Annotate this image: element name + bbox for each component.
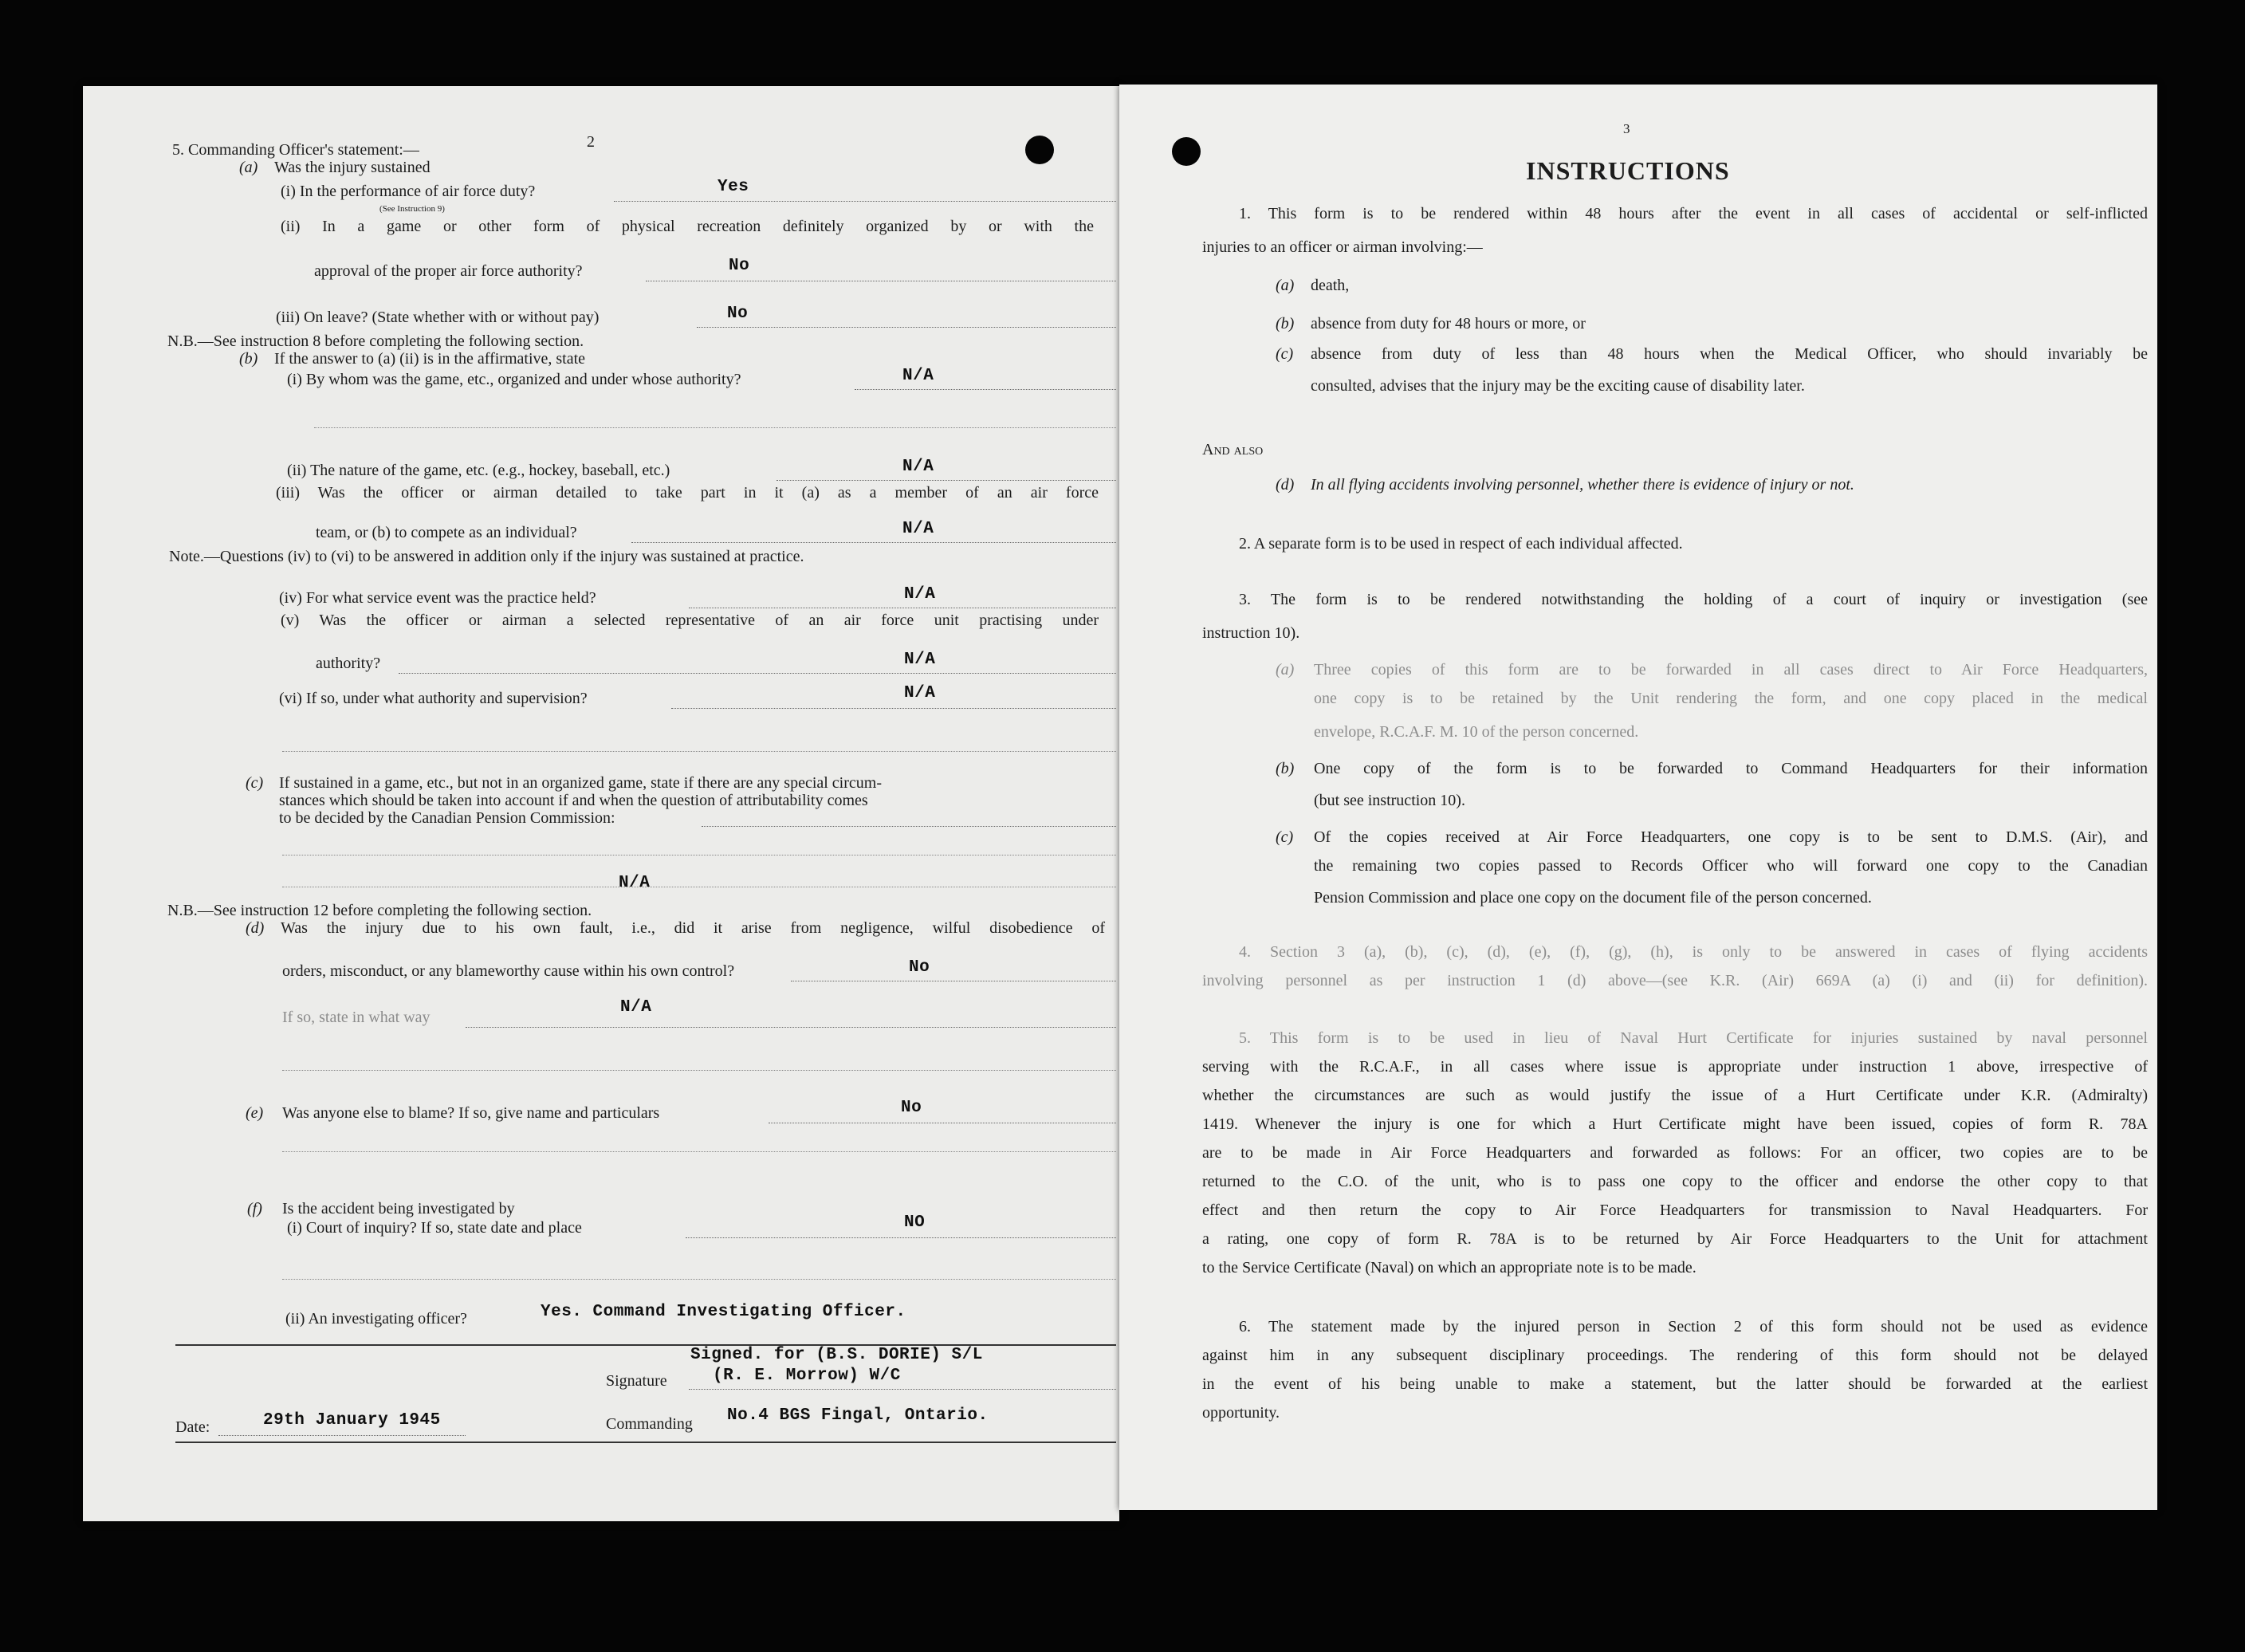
- answer-a-iii: No: [727, 305, 749, 323]
- instruction-1-line1: 1. This form is to be rendered within 48 hours after the event in all cases of accidental or self-inflicted: [1239, 205, 2148, 222]
- item-label-b: (b): [239, 350, 258, 368]
- item-label-a: (a): [1276, 661, 1295, 678]
- signed-line2: (R. E. Morrow) W/C: [713, 1367, 901, 1385]
- instruction-3-a-line3: envelope, R.C.A.F. M. 10 of the person concerned.: [1314, 723, 1639, 741]
- item-c-line3: to be decided by the Canadian Pension Commission:: [279, 809, 615, 827]
- question-a-i-note: (See Instruction 9): [379, 204, 445, 214]
- punch-hole: [1172, 137, 1201, 166]
- answer-line: [686, 1237, 1116, 1238]
- date-label: Date:: [175, 1418, 210, 1436]
- answer-f-i: NO: [904, 1213, 926, 1232]
- instruction-5-line1: 5. This form is to be used in lieu of Naval Hurt Certificate for injuries sustained by naval personnel: [1239, 1029, 2148, 1047]
- question-b-i: (i) By whom was the game, etc., organized and under whose authority?: [287, 371, 741, 388]
- instruction-5-line3: whether the circumstances are such as would justify the issue of a Hurt Certificate under K.R. (Admiralty): [1202, 1087, 2148, 1104]
- item-d-line3: If so, state in what way: [282, 1009, 431, 1026]
- instruction-1-a: death,: [1311, 277, 1350, 294]
- instruction-3-line1: 3. The form is to be rendered notwithstanding the holding of a court of inquiry or investigation (see: [1239, 591, 2148, 608]
- answer-b-v: N/A: [904, 651, 936, 669]
- answer-line: [631, 542, 1116, 543]
- instruction-6-line3: in the event of his being unable to make a statement, but the latter should be forwarded at the earliest: [1202, 1375, 2148, 1393]
- note-practice: Note.—Questions (iv) to (vi) to be answered in addition only if the injury was sustained at practice.: [169, 548, 804, 565]
- punch-hole: [1025, 136, 1054, 164]
- question-a-ii-line2: approval of the proper air force authority?: [314, 262, 583, 280]
- instruction-6-line2: against him in any subsequent disciplinary proceedings. The rendering of this form should not be delayed: [1202, 1347, 2148, 1364]
- signed-line1: Signed. for (B.S. DORIE) S/L: [690, 1346, 983, 1364]
- answer-a-ii: No: [729, 257, 750, 275]
- answer-line: [399, 673, 1116, 674]
- item-label-c: (c): [1276, 345, 1294, 363]
- page-number: 3: [1623, 121, 1630, 136]
- instruction-4-line2: involving personnel as per instruction 1 (d) above—(see K.R. (Air) 669A (a) (i) and (ii) for definition).: [1202, 972, 2148, 989]
- section-5-title: 5. Commanding Officer's statement:—: [172, 141, 419, 159]
- blank-line: [282, 1070, 1116, 1071]
- item-label-b: (b): [1276, 315, 1295, 332]
- question-b-ii: (ii) The nature of the game, etc. (e.g., hockey, baseball, etc.): [287, 462, 670, 479]
- item-c-line1: If sustained in a game, etc., but not in an organized game, state if there are any special circum-: [279, 774, 882, 792]
- signature-label: Signature: [606, 1372, 667, 1390]
- answer-d-way: N/A: [620, 998, 652, 1017]
- item-b-text: If the answer to (a) (ii) is in the affirmative, state: [274, 350, 586, 368]
- item-f-text: Is the accident being investigated by: [282, 1200, 515, 1217]
- instruction-6-line4: opportunity.: [1202, 1404, 1280, 1422]
- question-f-i: (i) Court of inquiry? If so, state date and place: [287, 1219, 582, 1237]
- nb-instruction-8: N.B.—See instruction 8 before completing the following section.: [167, 332, 584, 350]
- blank-line: [282, 855, 1116, 856]
- instruction-5-line9: to the Service Certificate (Naval) on which an appropriate note is to be made.: [1202, 1259, 1697, 1276]
- answer-line: [218, 1435, 466, 1436]
- answer-b-ii: N/A: [902, 458, 934, 476]
- answer-c: N/A: [619, 874, 651, 892]
- answer-line: [671, 708, 1116, 709]
- instruction-5-line4: 1419. Whenever the injury is one for which a Hurt Certificate might have been issued, copies of form R. 78A: [1202, 1115, 2148, 1133]
- answer-b-iv: N/A: [904, 585, 936, 604]
- instruction-4-line1: 4. Section 3 (a), (b), (c), (d), (e), (f), (g), (h), is only to be answered in cases of flying accidents: [1239, 943, 2148, 961]
- commanding-label: Commanding: [606, 1415, 693, 1433]
- page-number: 2: [587, 133, 595, 151]
- instruction-3-b-line1: One copy of the form is to be forwarded to Command Headquarters for their information: [1314, 760, 2148, 777]
- item-c-line2: stances which should be taken into account if and when the question of attributability comes: [279, 792, 868, 809]
- question-f-ii: (ii) An investigating officer?: [285, 1310, 467, 1328]
- answer-b-iii: N/A: [902, 520, 934, 538]
- left-page: [83, 86, 1119, 1521]
- item-d-line1: Was the injury due to his own fault, i.e., did it arise from negligence, wilful disobedience of: [281, 919, 1105, 937]
- instructions-title: INSTRUCTIONS: [1526, 156, 1730, 185]
- answer-b-vi: N/A: [904, 684, 936, 702]
- instruction-2: 2. A separate form is to be used in respect of each individual affected.: [1239, 535, 1683, 553]
- item-label-e: (e): [246, 1104, 264, 1122]
- question-a-i: (i) In the performance of air force duty?: [281, 183, 536, 200]
- date-value: 29th January 1945: [263, 1411, 441, 1430]
- item-label-a: (a): [1276, 277, 1295, 294]
- question-b-vi: (vi) If so, under what authority and supervision?: [279, 690, 588, 707]
- instruction-1-c-line2: consulted, advises that the injury may be the exciting cause of disability later.: [1311, 377, 1805, 395]
- answer-line: [702, 826, 1116, 827]
- answer-e: No: [901, 1099, 922, 1117]
- item-a-text: Was the injury sustained: [274, 159, 431, 176]
- blank-line: [282, 1279, 1116, 1280]
- answer-b-i: N/A: [902, 367, 934, 385]
- instruction-1-c-line1: absence from duty of less than 48 hours when the Medical Officer, who should invariably be: [1311, 345, 2148, 363]
- blank-line: [282, 1151, 1116, 1152]
- blank-line: [314, 427, 1116, 428]
- answer-line: [689, 1389, 1116, 1390]
- question-a-iii: (iii) On leave? (State whether with or without pay): [276, 309, 600, 326]
- commanding-value: No.4 BGS Fingal, Ontario.: [727, 1406, 989, 1425]
- answer-line: [855, 389, 1116, 390]
- instruction-1-d: In all flying accidents involving personnel, whether there is evidence of injury or not.: [1311, 476, 1854, 494]
- question-b-iv: (iv) For what service event was the practice held?: [279, 589, 596, 607]
- instruction-3-c-line2: the remaining two copies passed to Records Officer who will forward one copy to the Canadian: [1314, 857, 2148, 875]
- answer-line: [614, 201, 1116, 202]
- instruction-1-line2: injuries to an officer or airman involving:—: [1202, 238, 1483, 256]
- item-label-c: (c): [1276, 828, 1294, 846]
- instruction-1-b: absence from duty for 48 hours or more, or: [1311, 315, 1586, 332]
- answer-d: No: [909, 958, 930, 977]
- instruction-3-b-line2: (but see instruction 10).: [1314, 792, 1465, 809]
- answer-f-ii: Yes. Command Investigating Officer.: [541, 1303, 906, 1321]
- and-also: And also: [1202, 441, 1264, 458]
- question-a-ii-line1: (ii) In a game or other form of physical recreation definitely organized by or with the: [281, 218, 1094, 235]
- item-label-d: (d): [1276, 476, 1295, 494]
- nb-instruction-12: N.B.—See instruction 12 before completing the following section.: [167, 902, 592, 919]
- item-label-f: (f): [247, 1200, 262, 1217]
- right-page: [1119, 85, 2157, 1510]
- instruction-5-line2: serving with the R.C.A.F., in all cases where issue is appropriate under instruction 1 above, irrespective of: [1202, 1058, 2148, 1076]
- instruction-3-c-line1: Of the copies received at Air Force Headquarters, one copy is to be sent to D.M.S. (Air), and: [1314, 828, 2148, 846]
- instruction-3-line2: instruction 10).: [1202, 624, 1300, 642]
- answer-line: [697, 327, 1116, 328]
- instruction-5-line6: returned to the C.O. of the unit, who is to pass one copy to the officer and endorse the other copy to that: [1202, 1173, 2148, 1190]
- item-label-a: (a): [239, 159, 258, 176]
- instruction-3-a-line1: Three copies of this form are to be forwarded in all cases direct to Air Force Headquarters,: [1314, 661, 2148, 678]
- instruction-3-c-line3: Pension Commission and place one copy on the document file of the person concerned.: [1314, 889, 1872, 907]
- instruction-5-line8: a rating, one copy of form R. 78A is to be returned by Air Force Headquarters to the Unit for attachment: [1202, 1230, 2148, 1248]
- item-label-c: (c): [246, 774, 264, 792]
- item-d-line2: orders, misconduct, or any blameworthy cause within his own control?: [282, 962, 735, 980]
- blank-line: [282, 751, 1116, 752]
- bottom-rule: [175, 1442, 1116, 1443]
- item-label-b: (b): [1276, 760, 1295, 777]
- question-b-iii-line1: (iii) Was the officer or airman detailed to take part in it (a) as a member of an air force: [276, 484, 1099, 502]
- instruction-5-line7: effect and then return the copy to Air Force Headquarters for transmission to Naval Headquarters. For: [1202, 1202, 2148, 1219]
- question-b-v-line1: (v) Was the officer or airman a selected representative of an air force unit practising under: [281, 612, 1099, 629]
- question-b-iii-line2: team, or (b) to compete as an individual?: [316, 524, 577, 541]
- answer-a-i: Yes: [718, 178, 749, 196]
- instruction-5-line5: are to be made in Air Force Headquarters and forwarded as follows: For an officer, two copies are to be: [1202, 1144, 2148, 1162]
- question-b-v-line2: authority?: [316, 655, 381, 672]
- instruction-6-line1: 6. The statement made by the injured person in Section 2 of this form should not be used as evidence: [1239, 1318, 2148, 1335]
- item-e-text: Was anyone else to blame? If so, give name and particulars: [282, 1104, 660, 1122]
- item-label-d: (d): [246, 919, 265, 937]
- answer-line: [466, 1027, 1116, 1028]
- instruction-3-a-line2: one copy is to be retained by the Unit rendering the form, and one copy placed in the medical: [1314, 690, 2148, 707]
